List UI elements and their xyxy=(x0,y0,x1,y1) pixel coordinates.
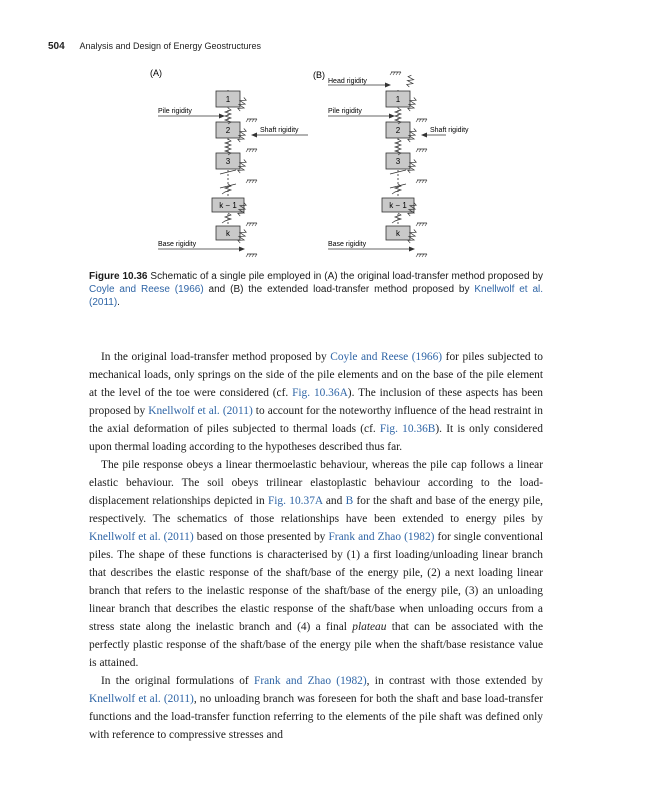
citation-link[interactable]: Knellwolf et al. (2011) xyxy=(148,405,253,417)
head-rigidity-label: Head rigidity xyxy=(328,78,367,85)
page-number: 504 xyxy=(48,41,65,52)
paragraph-text: for single conventional piles. The shape of these functions is characterised by (1) a first loading/unloading linear branch that describes the elastic response of the shaft/base of the energy pile, (2) a next loading linear branch that refers to the inelastic response of the shaft/base of the energy pile, (3) an unloading linear branch that describes the elastic response of the shaft/base when unloading occurs from a stress state along the inelastic branch and (4) a final xyxy=(89,531,543,633)
paragraph-text: and xyxy=(322,495,346,507)
citation-link[interactable]: Fig. 10.37A xyxy=(267,495,323,507)
citation-link[interactable]: Coyle and Reese (1966) xyxy=(330,351,443,363)
paragraph-text: , in contrast with those extended by xyxy=(366,675,543,687)
citation-link[interactable]: Fig. 10.36A xyxy=(292,387,348,399)
paragraph-text: based on those presented by xyxy=(193,531,329,543)
panel-b-label: (B) xyxy=(313,70,325,80)
citation-link[interactable]: Knellwolf et al. (2011) xyxy=(89,693,194,705)
element-label: 1 xyxy=(395,95,401,104)
paragraph-text: , no unloading branch was foreseen for both the shaft and base load-transfer functions and the load-transfer function referring to the elements of the pile shaft was defined only with reference to compressive stresses and xyxy=(89,693,543,741)
figure-caption xyxy=(89,270,543,309)
paragraph-text: In the original load-transfer method proposed by xyxy=(101,351,331,363)
figure-10-36 xyxy=(148,64,469,264)
citation-link[interactable]: Knellwolf et al. (2011) xyxy=(89,531,194,543)
paragraph-text: The pile response obeys a linear thermoelastic behaviour, whereas the pile cap follows a linear elastic behaviour. The soil obeys trilinear elastoplastic behaviour according to the load-displacement relationships depicted in xyxy=(89,459,543,507)
paragraph-text: to account for the noteworthy influence of the head restraint in the axial deformation of piles subjected to thermal loads (cf. xyxy=(89,405,543,435)
base-rigidity-label: Base rigidity xyxy=(158,241,197,248)
element-label: k xyxy=(226,229,230,238)
pile-rigidity-label: Pile rigidity xyxy=(158,108,192,115)
citation-link[interactable]: Frank and Zhao (1982) xyxy=(328,531,435,543)
caption-ref-coyle-reese[interactable]: Coyle and Reese (1966) xyxy=(89,284,204,295)
caption-text: . xyxy=(117,297,120,308)
element-label: k xyxy=(396,229,400,238)
caption-text: Schematic of a single pile employed in (A) the original load-transfer method proposed by xyxy=(150,271,543,282)
caption-text: and (B) the extended load-transfer method proposed by xyxy=(203,284,475,295)
body-text xyxy=(89,348,543,744)
caption-ref-knellwolf[interactable]: Knellwolf et al. (2011) xyxy=(89,284,544,308)
citation-link[interactable]: Fig. 10.36B xyxy=(379,423,436,435)
element-label: k − 1 xyxy=(389,201,407,210)
shaft-rigidity-label: Shaft rigidity xyxy=(430,127,469,134)
paragraph-text: ). The inclusion of these aspects has been proposed by xyxy=(89,387,544,417)
paragraph xyxy=(89,672,543,744)
paragraph xyxy=(89,348,543,456)
citation-link[interactable]: Frank and Zhao (1982) xyxy=(254,675,367,687)
base-rigidity-label: Base rigidity xyxy=(328,241,367,248)
citation-link[interactable]: B xyxy=(345,495,354,507)
pile-rigidity-label: Pile rigidity xyxy=(328,108,362,115)
element-label: k − 1 xyxy=(219,201,237,210)
running-title: Analysis and Design of Energy Geostructures xyxy=(79,41,262,51)
element-label: 1 xyxy=(225,95,231,104)
paragraph-text: for the shaft and base of the energy pile, respectively. The schematics of those relationships have been extended to energy piles by xyxy=(89,495,543,525)
running-header xyxy=(48,41,261,52)
paragraph-text: ). It is only considered upon thermal loading according to the hypotheses described thus far. xyxy=(89,423,543,453)
paragraph-text: plateau xyxy=(352,621,387,633)
element-label: 3 xyxy=(395,157,401,166)
element-label: 3 xyxy=(225,157,231,166)
paragraph-text: for piles subjected to mechanical loads, only springs on the side of the pile elements and on the base of the pile element at the level of the toe were considered (cf. xyxy=(89,351,543,399)
element-label: 2 xyxy=(395,126,401,135)
panel-b xyxy=(313,70,469,257)
paragraph-text: that can be associated with the perfectly plastic response of the shaft/base of the energy pile when the shaft/base resistance value is attained. xyxy=(89,621,543,669)
shaft-rigidity-label: Shaft rigidity xyxy=(260,127,299,134)
element-label: 2 xyxy=(225,126,231,135)
panel-a-label: (A) xyxy=(150,68,162,78)
figure-label: Figure 10.36 xyxy=(89,271,148,282)
paragraph xyxy=(89,456,543,672)
paragraph-text: In the original formulations of xyxy=(101,675,254,687)
panel-a xyxy=(150,68,308,257)
